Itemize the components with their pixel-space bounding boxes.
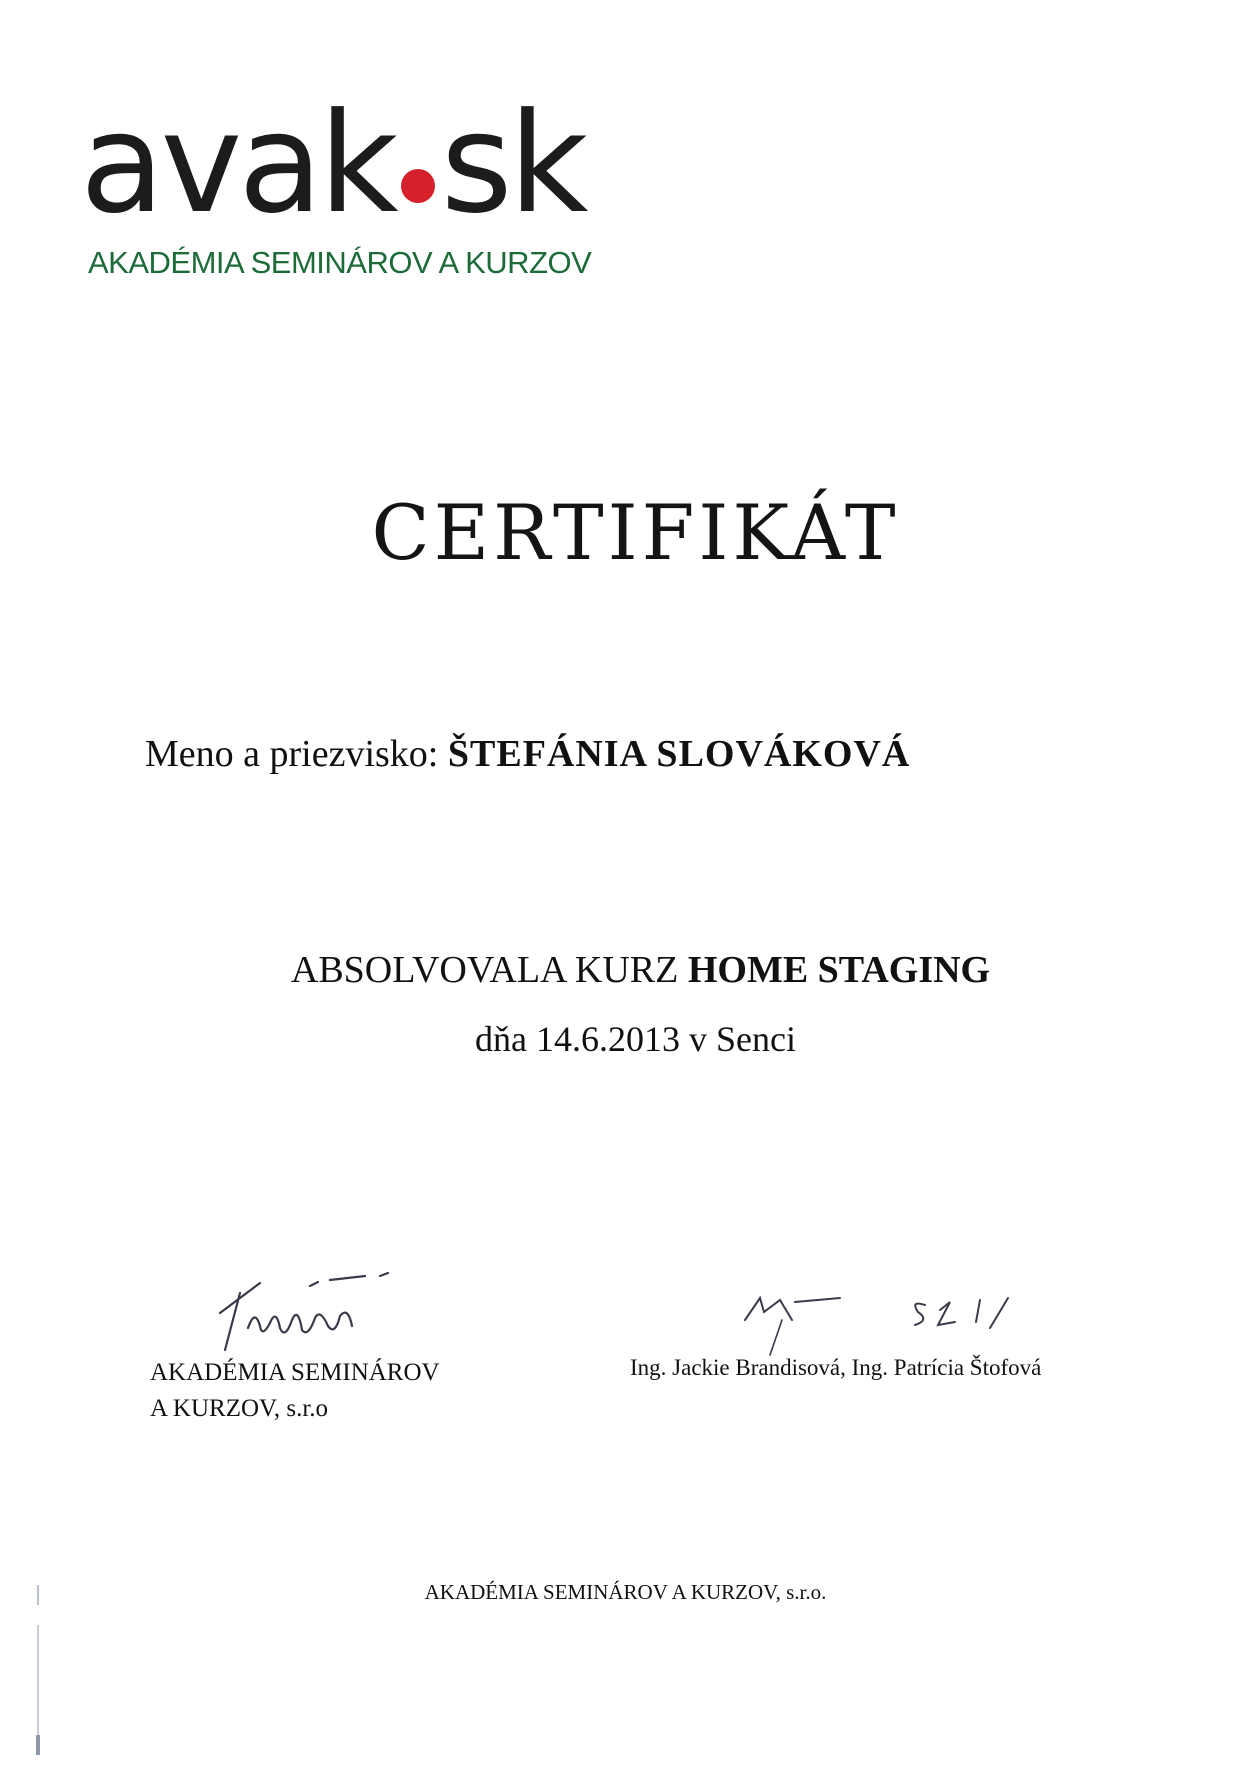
lecturer-signatures <box>740 1280 1120 1360</box>
course-line <box>0 948 1241 992</box>
lecturer-names: Ing. Jackie Brandisová, Ing. Patrícia Štofová <box>630 1355 1042 1380</box>
issuer-name <box>150 1355 440 1427</box>
footer-company: AKADÉMIA SEMINÁROV A KURZOV, s.r.o. <box>424 1580 827 1604</box>
date-line: dňa 14.6.2013 v Senci <box>475 1019 796 1059</box>
name-value: ŠTEFÁNIA SLOVÁKOVÁ <box>447 733 911 775</box>
course-name: HOME STAGING <box>687 949 991 991</box>
name-line <box>145 732 910 776</box>
logo-wordmark <box>80 83 585 244</box>
logo-wordmark-left: avak <box>80 83 395 244</box>
logo-red-dot <box>401 169 435 203</box>
issuer-line-1: AKADÉMIA SEMINÁROV <box>150 1359 440 1386</box>
logo-wordmark-right: sk <box>440 83 585 244</box>
issuer-signature <box>190 1268 410 1358</box>
course-prefix: ABSOLVOVALA KURZ <box>290 949 679 991</box>
avak-logo <box>80 83 600 295</box>
scan-artifact <box>36 1585 42 1755</box>
name-label: Meno a priezvisko: <box>145 733 439 775</box>
logo-tagline: AKADÉMIA SEMINÁROV A KURZOV <box>88 245 592 280</box>
certificate-title: CERTIFIKÁT <box>371 488 900 577</box>
issuer-line-2: A KURZOV, s.r.o <box>150 1395 329 1422</box>
